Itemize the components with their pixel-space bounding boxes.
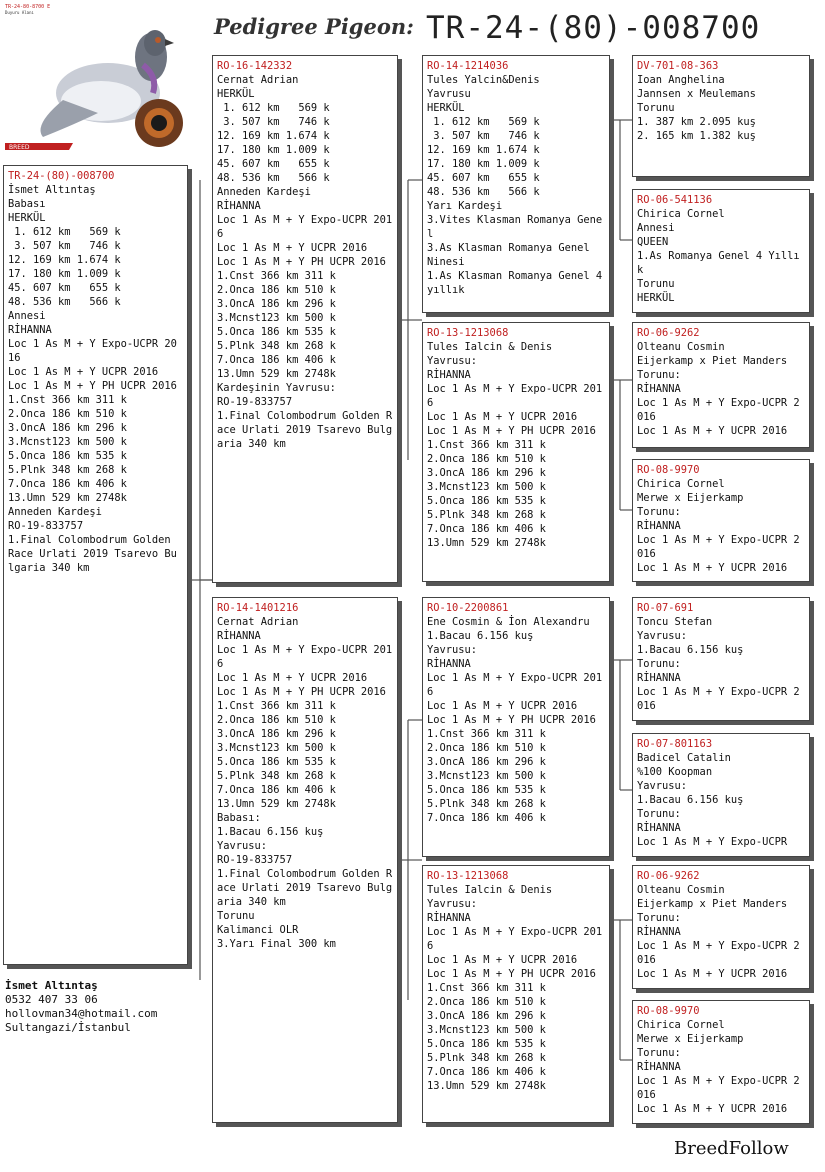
pedigree-line: RO-19-833757	[217, 854, 293, 866]
pedigree-line: 45. 607 km 655 k	[8, 282, 121, 294]
pedigree-line: 17. 180 km 1.009 k	[8, 268, 121, 280]
pedigree-line: Toncu Stefan	[637, 616, 713, 628]
pedigree-line: 1.Bacau 6.156 kuş	[217, 826, 324, 838]
pedigree-line: Torunu:	[637, 1047, 681, 1059]
pedigree-line: 5.Plnk 348 km 268 k	[427, 509, 546, 521]
pedigree-line: 5.Onca 186 km 535 k	[217, 756, 336, 768]
pedigree-line: RİHANNA	[637, 926, 681, 938]
pedigree-line: Loc 1 As M + Y Expo-UCPR 2016	[8, 338, 177, 364]
pedigree-line: 5.Onca 186 km 535 k	[427, 1038, 546, 1050]
svg-text:BREED: BREED	[9, 144, 30, 151]
pedigree-line: Yavrusu:	[427, 898, 478, 910]
pedigree-line: Loc 1 As M + Y PH UCPR 2016	[8, 380, 177, 392]
pedigree-line: 1. 612 km 569 k	[8, 226, 121, 238]
sdd-card	[632, 459, 810, 582]
pedigree-line: Torunu:	[637, 808, 681, 820]
pedigree-line: 2.Onca 186 km 510 k	[427, 453, 546, 465]
pedigree-line: Eijerkamp x Piet Manders	[637, 898, 788, 910]
pedigree-line: 7.Onca 186 km 406 k	[8, 478, 127, 490]
dam-sire-card	[422, 597, 610, 857]
pedigree-line: Jannsen x Meulemans	[637, 88, 756, 100]
pedigree-line: Tules Ialcin & Denis	[427, 341, 553, 353]
pedigree-line: RO-19-833757	[8, 520, 84, 532]
sire-card	[212, 55, 398, 583]
ring-id: RO-16-142332	[217, 60, 293, 72]
pedigree-line: 13.Umn 529 km 2748k	[217, 798, 336, 810]
pedigree-line: 3.Mcnst123 km 500 k	[8, 436, 127, 448]
dsd-card	[632, 733, 810, 857]
pedigree-line: Yarı Kardeşi	[427, 200, 503, 212]
pedigree-line: RİHANNA	[427, 369, 471, 381]
pedigree-line: Loc 1 As M + Y Expo-UCPR	[637, 836, 788, 848]
pedigree-line: 2.Onca 186 km 510 k	[427, 996, 546, 1008]
ring-id: RO-14-1214036	[427, 60, 509, 72]
ring-number: TR-24-(80)-008700	[426, 10, 761, 46]
pedigree-line: 1.As Romanya Genel 4 Yıllık	[637, 250, 800, 276]
ring-id: TR-24-(80)-008700	[8, 170, 115, 182]
pedigree-line: 1.Bacau 6.156 kuş	[637, 644, 744, 656]
ring-id: RO-06-9262	[637, 327, 700, 339]
pedigree-line: Torunu:	[637, 506, 681, 518]
pedigree-line: 2.Onca 186 km 510 k	[8, 408, 127, 420]
pedigree-line: 3.OncA 186 km 296 k	[217, 298, 336, 310]
pedigree-line: 2.Onca 186 km 510 k	[427, 742, 546, 754]
pedigree-line: 13.Umn 529 km 2748k	[8, 492, 127, 504]
owner-contact	[5, 979, 157, 1035]
pedigree-line: RO-19-833757	[217, 396, 293, 408]
pedigree-line: 1.Cnst 366 km 311 k	[217, 700, 336, 712]
pedigree-line: Yavrusu:	[637, 780, 688, 792]
pedigree-line: Annesi	[637, 222, 675, 234]
pedigree-line: HERKÜL	[217, 88, 255, 100]
ddd-card	[632, 1000, 810, 1124]
pedigree-line: Loc 1 As M + Y Expo-UCPR 2016	[637, 686, 800, 712]
pedigree-line: 3.OncA 186 km 296 k	[427, 756, 546, 768]
sss-card	[632, 55, 810, 177]
pedigree-line: 1.Cnst 366 km 311 k	[217, 270, 336, 282]
dds-card	[632, 865, 810, 989]
pedigree-line: HERKÜL	[8, 212, 46, 224]
pedigree-line: Torunu:	[637, 369, 681, 381]
pedigree-line: Torunu:	[637, 912, 681, 924]
pedigree-line: Babası:	[217, 812, 261, 824]
pedigree-line: 3.OncA 186 km 296 k	[217, 728, 336, 740]
pedigree-line: 1.As Klasman Romanya Genel 4 yıllık	[427, 270, 609, 296]
ring-id: RO-13-1213068	[427, 327, 509, 339]
pedigree-line: Kalimanci OLR	[217, 924, 299, 936]
pedigree-line: Cernat Adrian	[217, 74, 299, 86]
pedigree-line: Chirica Cornel	[637, 478, 725, 490]
pedigree-line: Olteanu Cosmin	[637, 884, 725, 896]
pedigree-line: %100 Koopman	[637, 766, 713, 778]
pedigree-line: 1.Bacau 6.156 kuş	[427, 630, 534, 642]
pedigree-line: Loc 1 As M + Y Expo-UCPR 2016	[637, 397, 800, 423]
pedigree-line: Yavrusu	[427, 88, 471, 100]
pedigree-line: Loc 1 As M + Y Expo-UCPR 2016	[427, 672, 603, 698]
pedigree-line: Loc 1 As M + Y UCPR 2016	[637, 968, 788, 980]
pedigree-line: 3. 507 km 746 k	[427, 130, 540, 142]
pedigree-line: Ioan Anghelina	[637, 74, 725, 86]
pedigree-line: HERKÜL	[427, 102, 465, 114]
owner-name: İsmet Altıntaş	[5, 979, 98, 992]
page-title: Pedigree Pigeon:	[214, 14, 414, 39]
pedigree-line: Olteanu Cosmin	[637, 341, 725, 353]
ring-id: RO-07-691	[637, 602, 694, 614]
pedigree-line: Loc 1 As M + Y UCPR 2016	[637, 425, 788, 437]
pedigree-line: 1.Final Colombodrum Golden Race Urlati 2019 Tsarevo Bulgaria 340 km	[8, 534, 177, 574]
pedigree-line: Badicel Catalin	[637, 752, 731, 764]
pedigree-line: Loc 1 As M + Y UCPR 2016	[8, 366, 159, 378]
pedigree-line: Loc 1 As M + Y UCPR 2016	[217, 672, 368, 684]
pedigree-line: RİHANNA	[637, 822, 681, 834]
pedigree-line: 2. 165 km 1.382 kuş	[637, 130, 756, 142]
pedigree-line: Loc 1 As M + Y PH UCPR 2016	[427, 714, 596, 726]
pedigree-line: Yavrusu:	[427, 644, 478, 656]
pedigree-line: Torunu	[637, 278, 675, 290]
pedigree-line: 7.Onca 186 km 406 k	[217, 354, 336, 366]
pedigree-line: RİHANNA	[8, 324, 52, 336]
owner-phone: 0532 407 33 06	[5, 993, 98, 1006]
pedigree-line: Loc 1 As M + Y Expo-UCPR 2016	[427, 926, 603, 952]
ring-id: RO-10-2200861	[427, 602, 509, 614]
pedigree-line: 1. 387 km 2.095 kuş	[637, 116, 756, 128]
pedigree-line: 13.Umn 529 km 2748k	[427, 537, 546, 549]
pedigree-line: 12. 169 km 1.674 k	[427, 144, 540, 156]
pedigree-line: 7.Onca 186 km 406 k	[217, 784, 336, 796]
pedigree-line: 17. 180 km 1.009 k	[217, 144, 330, 156]
pedigree-line: 1.Final Colombodrum Golden Race Urlati 2019 Tsarevo Bulgaria 340 km	[217, 410, 393, 450]
pedigree-line: 5.Onca 186 km 535 k	[217, 326, 336, 338]
pedigree-line: RİHANNA	[637, 520, 681, 532]
pedigree-line: 5.Plnk 348 km 268 k	[217, 340, 336, 352]
pedigree-line: Loc 1 As M + Y PH UCPR 2016	[217, 686, 386, 698]
pedigree-line: RİHANNA	[637, 1061, 681, 1073]
pedigree-line: RİHANNA	[427, 912, 471, 924]
pedigree-line: Yavrusu:	[427, 355, 478, 367]
pedigree-line: Babası	[8, 198, 46, 210]
pedigree-line: Loc 1 As M + Y PH UCPR 2016	[217, 256, 386, 268]
ring-id: RO-13-1213068	[427, 870, 509, 882]
pedigree-line: HERKÜL	[637, 292, 675, 304]
pedigree-line: Loc 1 As M + Y Expo-UCPR 2016	[217, 214, 393, 240]
ring-id: RO-08-9970	[637, 464, 700, 476]
pedigree-line: Loc 1 As M + Y Expo-UCPR 2016	[637, 534, 800, 560]
pedigree-line: Torunu	[637, 102, 675, 114]
pedigree-line: Torunu	[217, 910, 255, 922]
pedigree-line: 48. 536 km 566 k	[217, 172, 330, 184]
pedigree-line: 3.Mcnst123 km 500 k	[427, 770, 546, 782]
pedigree-line: 3.OncA 186 km 296 k	[427, 1010, 546, 1022]
dss-card	[632, 597, 810, 721]
pedigree-line: Eijerkamp x Piet Manders	[637, 355, 788, 367]
pedigree-line: 1. 612 km 569 k	[427, 116, 540, 128]
pedigree-line: 48. 536 km 566 k	[8, 296, 121, 308]
logo-caption-line: TR-24-80-8700 E	[5, 4, 51, 10]
pedigree-line: 3.Mcnst123 km 500 k	[217, 742, 336, 754]
pedigree-line: Tules Yalcin&Denis	[427, 74, 540, 86]
dam-card	[212, 597, 398, 1123]
pedigree-line: 2.Onca 186 km 510 k	[217, 714, 336, 726]
pedigree-line: 5.Onca 186 km 535 k	[8, 450, 127, 462]
pedigree-line: 3.OncA 186 km 296 k	[8, 422, 127, 434]
pedigree-line: Loc 1 As M + Y Expo-UCPR 2016	[427, 383, 603, 409]
pedigree-line: Loc 1 As M + Y UCPR 2016	[637, 1103, 788, 1115]
pedigree-line: Tules Ialcin & Denis	[427, 884, 553, 896]
owner-email[interactable]: hollovman34@hotmail.com	[5, 1007, 158, 1020]
pedigree-line: 1. 612 km 569 k	[217, 102, 330, 114]
pedigree-line: 5.Onca 186 km 535 k	[427, 495, 546, 507]
pedigree-line: 3.Mcnst123 km 500 k	[217, 312, 336, 324]
pedigree-line: 3.Yarı Final 300 km	[217, 938, 336, 950]
pedigree-line: Ninesi	[427, 256, 465, 268]
pedigree-line: Anneden Kardeşi	[8, 506, 102, 518]
pedigree-line: QUEEN	[637, 236, 669, 248]
pedigree-line: 1.Cnst 366 km 311 k	[427, 982, 546, 994]
ring-id: RO-14-1401216	[217, 602, 299, 614]
pedigree-line: Loc 1 As M + Y Expo-UCPR 2016	[637, 1075, 800, 1101]
pedigree-line: 17. 180 km 1.009 k	[427, 158, 540, 170]
pedigree-line: Loc 1 As M + Y PH UCPR 2016	[427, 425, 596, 437]
pedigree-line: Cernat Adrian	[217, 616, 299, 628]
pedigree-line: RİHANNA	[217, 630, 261, 642]
pedigree-line: 7.Onca 186 km 406 k	[427, 523, 546, 535]
pedigree-line: RİHANNA	[427, 658, 471, 670]
owner-location: Sultangazi/İstanbul	[5, 1021, 131, 1034]
pedigree-line: Yavrusu:	[637, 630, 688, 642]
pedigree-line: 1.Final Colombodrum Golden Race Urlati 2019 Tsarevo Bulgaria 340 km	[217, 868, 393, 908]
pedigree-line: 3. 507 km 746 k	[8, 240, 121, 252]
pedigree-line: Loc 1 As M + Y PH UCPR 2016	[427, 968, 596, 980]
pedigree-line: 45. 607 km 655 k	[217, 158, 330, 170]
pedigree-line: 12. 169 km 1.674 k	[8, 254, 121, 266]
pedigree-line: İsmet Altıntaş	[8, 184, 96, 196]
pedigree-line: Loc 1 As M + Y Expo-UCPR 2016	[637, 940, 800, 966]
pedigree-line: Chirica Cornel	[637, 1019, 725, 1031]
pedigree-line: 5.Plnk 348 km 268 k	[427, 1052, 546, 1064]
pedigree-line: Loc 1 As M + Y UCPR 2016	[427, 954, 578, 966]
pedigree-line: Kardeşinin Yavrusu:	[217, 382, 336, 394]
subject-card	[3, 165, 188, 965]
pedigree-line: Merwe x Eijerkamp	[637, 1033, 744, 1045]
sire-sire-card	[422, 55, 610, 313]
pedigree-line: Loc 1 As M + Y UCPR 2016	[427, 411, 578, 423]
brand-footer: BreedFollow	[674, 1138, 789, 1159]
logo-caption-line: Duyuru Alanı	[5, 10, 34, 15]
dam-dam-card	[422, 865, 610, 1123]
pedigree-line: 45. 607 km 655 k	[427, 172, 540, 184]
pedigree-line: 5.Plnk 348 km 268 k	[217, 770, 336, 782]
pedigree-line: 5.Onca 186 km 535 k	[427, 784, 546, 796]
ring-id: RO-06-9262	[637, 870, 700, 882]
pedigree-line: Loc 1 As M + Y Expo-UCPR 2016	[217, 644, 393, 670]
pedigree-line: Yavrusu:	[217, 840, 268, 852]
pedigree-line: Merwe x Eijerkamp	[637, 492, 744, 504]
pedigree-line: 13.Umn 529 km 2748k	[217, 368, 336, 380]
pedigree-line: 2.Onca 186 km 510 k	[217, 284, 336, 296]
ring-id: RO-08-9970	[637, 1005, 700, 1017]
pedigree-line: Chirica Cornel	[637, 208, 725, 220]
sds-card	[632, 322, 810, 448]
pedigree-line: 3.Mcnst123 km 500 k	[427, 481, 546, 493]
pedigree-line: 12. 169 km 1.674 k	[217, 130, 330, 142]
ring-id: RO-06-541136	[637, 194, 713, 206]
sire-dam-card	[422, 322, 610, 582]
pedigree-line: 1.Cnst 366 km 311 k	[427, 439, 546, 451]
pedigree-line: Anneden Kardeşi	[217, 186, 311, 198]
pedigree-line: 5.Plnk 348 km 268 k	[427, 798, 546, 810]
pedigree-line: Loc 1 As M + Y UCPR 2016	[427, 700, 578, 712]
pedigree-line: Loc 1 As M + Y UCPR 2016	[217, 242, 368, 254]
ring-id: RO-07-801163	[637, 738, 713, 750]
pedigree-line: Torunu:	[637, 658, 681, 670]
pedigree-line: 3.Mcnst123 km 500 k	[427, 1024, 546, 1036]
pedigree-line: 5.Plnk 348 km 268 k	[8, 464, 127, 476]
ring-id: DV-701-08-363	[637, 60, 719, 72]
pedigree-line: 1.Cnst 366 km 311 k	[427, 728, 546, 740]
pedigree-line: 7.Onca 186 km 406 k	[427, 812, 546, 824]
pedigree-line: 13.Umn 529 km 2748k	[427, 1080, 546, 1092]
pedigree-line: RİHANNA	[637, 383, 681, 395]
pedigree-line: Annesi	[8, 310, 46, 322]
pedigree-line: 1.Cnst 366 km 311 k	[8, 394, 127, 406]
pedigree-line: 3.As Klasman Romanya Genel	[427, 242, 590, 254]
pedigree-line: 1.Bacau 6.156 kuş	[637, 794, 744, 806]
pedigree-line: 7.Onca 186 km 406 k	[427, 1066, 546, 1078]
pedigree-line: 3. 507 km 746 k	[217, 116, 330, 128]
pedigree-line: 48. 536 km 566 k	[427, 186, 540, 198]
ssd-card	[632, 189, 810, 313]
pedigree-line: RİHANNA	[637, 672, 681, 684]
pedigree-line: RİHANNA	[217, 200, 261, 212]
pedigree-line: 3.Vites Klasman Romanya Genel	[427, 214, 603, 240]
pedigree-line: Ene Cosmin & İon Alexandru	[427, 616, 590, 628]
pedigree-line: Loc 1 As M + Y UCPR 2016	[637, 562, 788, 574]
pedigree-line: 3.OncA 186 km 296 k	[427, 467, 546, 479]
